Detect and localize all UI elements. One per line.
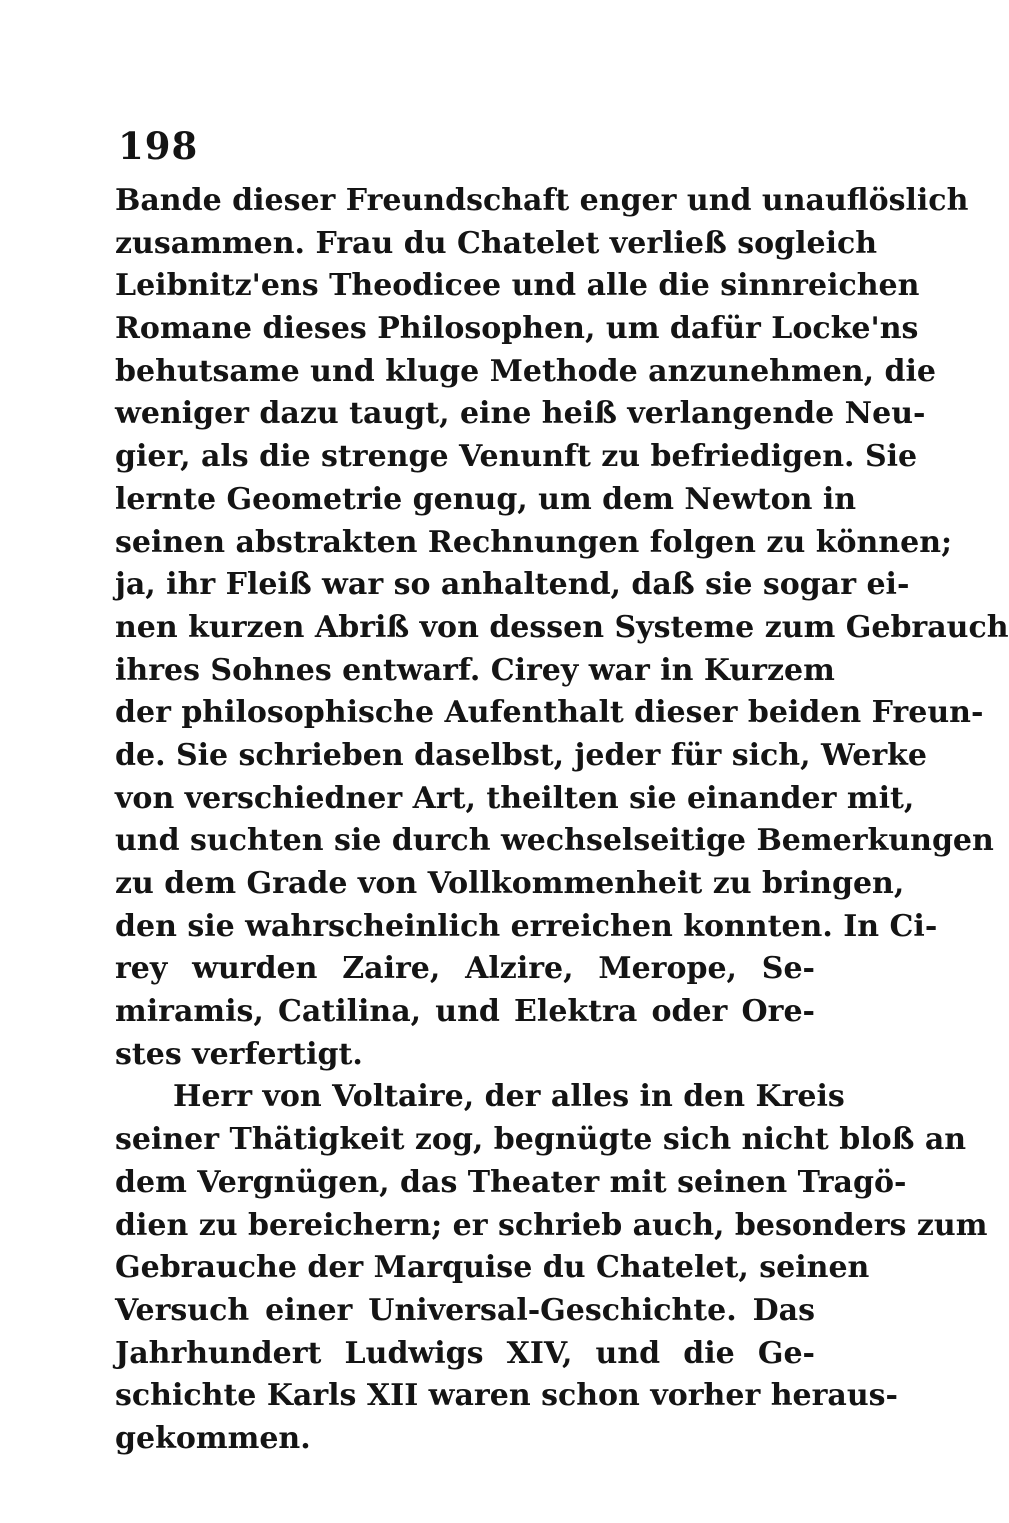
- text-line: von verschiedner Art, theilten sie einander mit,: [115, 780, 915, 816]
- text-line: gier, als die strenge Venunft zu befriedigen. Sie: [115, 439, 918, 475]
- text-line: lernte Geometrie genug, um dem Newton in: [115, 481, 857, 517]
- page-number: 198: [118, 124, 199, 168]
- text-line: miramis, Catilina, und Elektra oder Ore-: [115, 994, 815, 1030]
- text-line: und suchten sie durch wechselseitige Bemerkungen: [115, 823, 994, 859]
- text-line: Bande dieser Freundschaft enger und unauflöslich: [115, 183, 969, 218]
- text-line: Romane dieses Philosophen, um dafür Locke'ns: [115, 311, 919, 347]
- text-line: Jahrhundert Ludwigs XIV, und die Ge-: [115, 1335, 815, 1371]
- text-line: der philosophische Aufenthalt dieser beiden Freun-: [115, 695, 984, 731]
- text-line: Versuch einer Universal-Geschichte. Das: [115, 1292, 815, 1328]
- text-line: zu dem Grade von Vollkommenheit zu bringen,: [115, 866, 905, 901]
- text-line: ihres Sohnes entwarf. Cirey war in Kurzem: [115, 652, 835, 688]
- text-line: dem Vergnügen, das Theater mit seinen Tragö-: [115, 1164, 907, 1200]
- text-line: seinen abstrakten Rechnungen folgen zu können;: [115, 524, 953, 560]
- text-line: zusammen. Frau du Chatelet verließ sogleich: [115, 225, 878, 261]
- text-line: ja, ihr Fleiß war so anhaltend, daß sie sogar ei-: [115, 567, 910, 603]
- text-line: behutsame und kluge Methode anzunehmen, die: [115, 353, 936, 389]
- text-line: dien zu bereichern; er schrieb auch, besonders zum: [115, 1207, 988, 1243]
- text-line: de. Sie schrieben daselbst, jeder für sich, Werke: [115, 737, 928, 773]
- paragraph-start-line: Herr von Voltaire, der alles in den Kreis: [173, 1079, 845, 1115]
- body-text: [115, 180, 1009, 1461]
- paragraph-end-line: stes verfertigt.: [115, 1036, 363, 1072]
- paragraph-end-line: gekommen.: [115, 1420, 311, 1456]
- text-line: weniger dazu taugt, eine heiß verlangende Neu-: [115, 396, 926, 432]
- text-line: seiner Thätigkeit zog, begnügte sich nicht bloß an: [115, 1122, 967, 1158]
- text-line: rey wurden Zaire, Alzire, Merope, Se-: [115, 951, 815, 987]
- text-line: Leibnitz'ens Theodicee und alle die sinnreichen: [115, 268, 920, 304]
- text-line: Gebrauche der Marquise du Chatelet, seinen: [115, 1250, 870, 1286]
- text-line: schichte Karls XII waren schon vorher heraus-: [115, 1378, 899, 1414]
- text-line: den sie wahrscheinlich erreichen konnten. In Ci-: [115, 908, 938, 944]
- text-line: nen kurzen Abriß von dessen Systeme zum Gebrauch: [115, 609, 1009, 645]
